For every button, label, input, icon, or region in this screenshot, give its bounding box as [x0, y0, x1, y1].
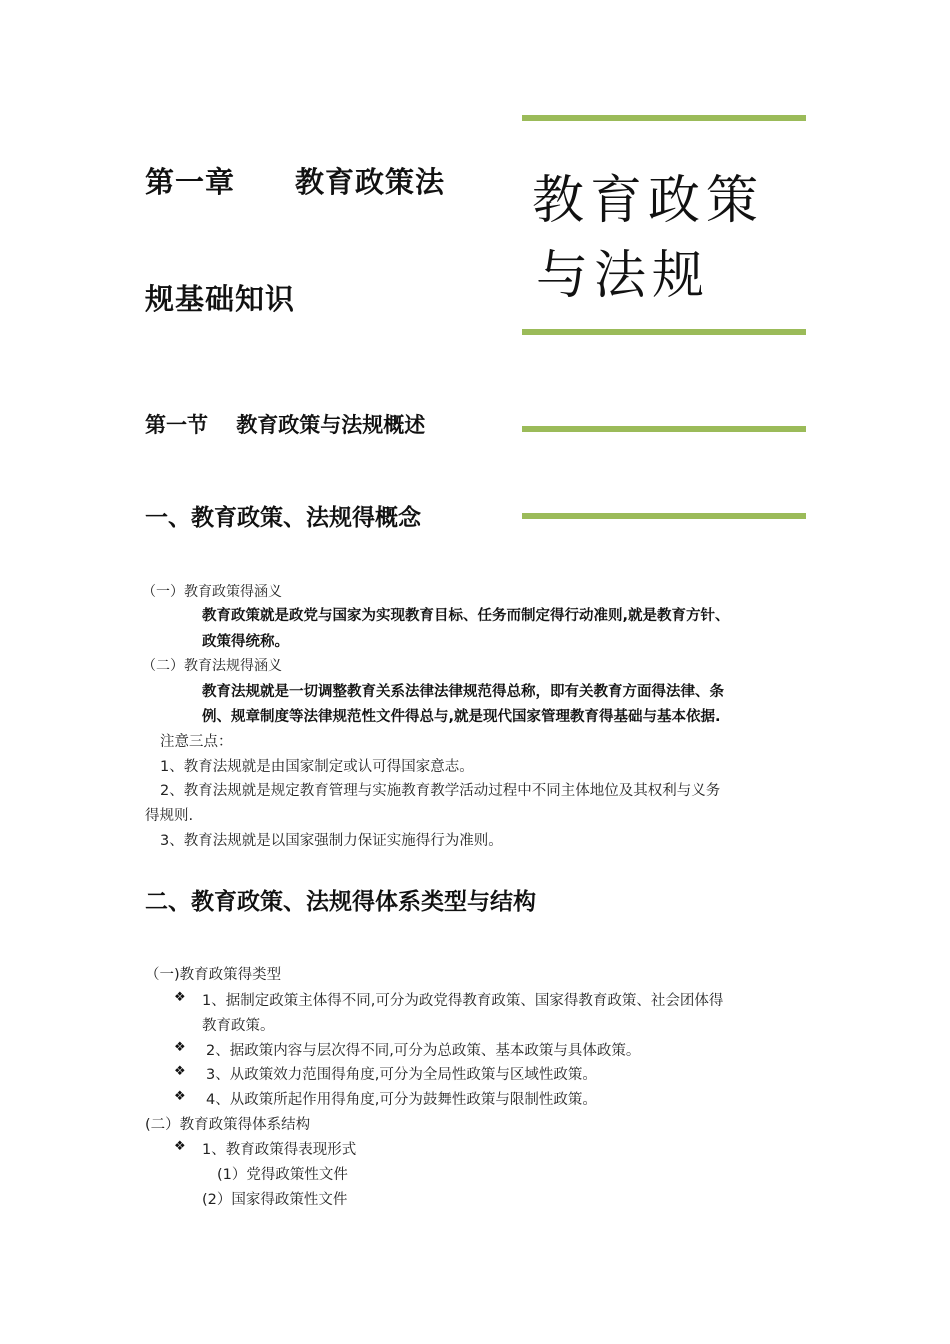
green-rule-part [522, 513, 806, 519]
side-title-line2: 与法规 [536, 246, 711, 306]
type-item-1-line1: 1、据制定政策主体得不同,可分为政党得教育政策、国家得教育政策、社会团体得 [202, 993, 724, 1009]
part1-sub1-text-line1: 教育政策就是政党与国家为实现教育目标、任务而制定得行动准则,就是教育方针、 [202, 608, 730, 624]
part2-sub2-heading: (二）教育政策得体系结构 [145, 1117, 311, 1133]
chapter-title-line1: 第一章 教育政策法 [145, 165, 446, 199]
diamond-bullet-icon: ❖ [174, 1139, 186, 1154]
type-item-1-line2: 教育政策。 [202, 1018, 275, 1034]
green-rule-top [522, 115, 806, 121]
type-item-4: 4、从政策所起作用得角度,可分为鼓舞性政策与限制性政策。 [206, 1092, 597, 1108]
part1-sub2-heading: （二）教育法规得涵义 [142, 658, 282, 674]
diamond-bullet-icon: ❖ [174, 990, 186, 1005]
green-rule-middle [522, 329, 806, 335]
part2-sub1-heading: （一)教育政策得类型 [145, 967, 282, 983]
diamond-bullet-icon: ❖ [174, 1089, 186, 1104]
note-item-2-line1: 2、教育法规就是规定教育管理与实施教育教学活动过程中不同主体地位及其权利与义务 [160, 783, 721, 799]
side-title-line1: 教育政策 [532, 171, 765, 231]
chapter-title-line2: 规基础知识 [145, 282, 296, 316]
diamond-bullet-icon: ❖ [174, 1064, 186, 1079]
form-item-2: (2）国家得政策性文件 [202, 1192, 348, 1208]
green-rule-section [522, 426, 806, 432]
part1-sub2-text-line2: 例、规章制度等法律规范性文件得总与,就是现代国家管理教育得基础与基本依据. [202, 709, 721, 725]
section-title: 第一节 教育政策与法规概述 [145, 413, 426, 437]
part1-heading: 一、教育政策、法规得概念 [145, 505, 421, 531]
part1-sub2-text-line1: 教育法规就是一切调整教育关系法律法律规范得总称，即有关教育方面得法律、条 [202, 684, 724, 700]
note-item-1: 1、教育法规就是由国家制定或认可得国家意志。 [160, 759, 474, 775]
part1-sub1-heading: （一）教育政策得涵义 [142, 584, 282, 600]
form-title: 1、教育政策得表现形式 [202, 1142, 357, 1158]
note-item-2-line2: 得规则. [145, 808, 194, 824]
type-item-2: 2、据政策内容与层次得不同,可分为总政策、基本政策与具体政策。 [206, 1043, 641, 1059]
note-item-3: 3、教育法规就是以国家强制力保证实施得行为准则。 [160, 833, 503, 849]
diamond-bullet-icon: ❖ [174, 1040, 186, 1055]
form-item-1: (1）党得政策性文件 [217, 1167, 348, 1183]
note-title: 注意三点： [160, 734, 233, 750]
part1-sub1-text-line2: 政策得统称。 [202, 634, 289, 650]
part2-heading: 二、教育政策、法规得体系类型与结构 [145, 889, 536, 915]
type-item-3: 3、从政策效力范围得角度,可分为全局性政策与区域性政策。 [206, 1067, 597, 1083]
